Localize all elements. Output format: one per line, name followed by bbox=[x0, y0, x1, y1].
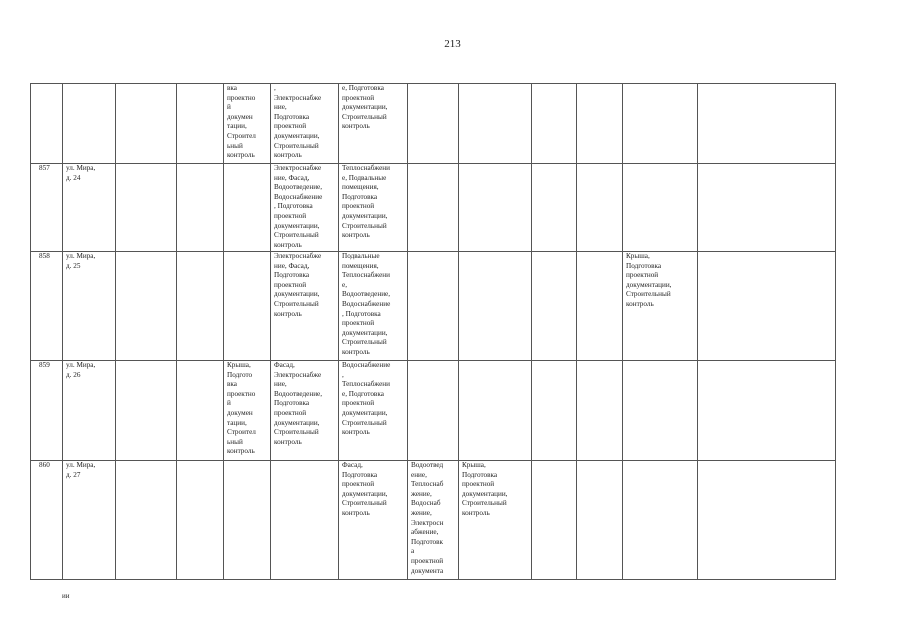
table-cell bbox=[116, 252, 177, 361]
row-number-cell: 860 bbox=[31, 461, 63, 580]
table-cell bbox=[577, 361, 623, 461]
table-cell bbox=[177, 164, 224, 252]
address-cell: ул. Мира, д. 26 bbox=[63, 361, 116, 461]
table-cell bbox=[532, 84, 577, 164]
table-cell bbox=[577, 164, 623, 252]
table-cell: Крыша, Подгото вка проектно й докумен тации, Строител ьный контроль bbox=[224, 361, 271, 461]
table-cell bbox=[459, 84, 532, 164]
table-cell bbox=[698, 164, 836, 252]
table-cell: Крыша, Подготовка проектной документации, Строительный контроль bbox=[623, 252, 698, 361]
table-cell: Фасад, Подготовка проектной документации, Строительный контроль bbox=[339, 461, 408, 580]
table-cell bbox=[408, 252, 459, 361]
table-cell bbox=[623, 361, 698, 461]
table-cell bbox=[459, 252, 532, 361]
table-cell bbox=[623, 461, 698, 580]
table-cell bbox=[532, 461, 577, 580]
table-cell bbox=[224, 252, 271, 361]
table-cell bbox=[224, 164, 271, 252]
page-number: 213 bbox=[444, 38, 461, 50]
table-row bbox=[31, 84, 836, 164]
table-cell: , Электроснабже ние, Подготовка проектной документации, Строительный контроль bbox=[271, 84, 339, 164]
table-cell bbox=[116, 84, 177, 164]
table-cell bbox=[224, 461, 271, 580]
table-cell: Электроснабже ние, Фасад, Водоотведение, Водоснабжение , Подготовка проектной документации, Строительный контроль bbox=[271, 164, 339, 252]
address-cell: ул. Мира, д. 25 bbox=[63, 252, 116, 361]
table-cell bbox=[271, 461, 339, 580]
table-cell bbox=[408, 84, 459, 164]
table-cell bbox=[116, 164, 177, 252]
table-cell: Подвальные помещения, Теплоснабжени е, Водоотведение, Водоснабжение , Подготовка проектной документации, Строительный контроль bbox=[339, 252, 408, 361]
table-row bbox=[31, 164, 836, 252]
table-cell bbox=[623, 84, 698, 164]
table-cell bbox=[408, 361, 459, 461]
table-cell bbox=[698, 252, 836, 361]
table-cell: Фасад, Электроснабже ние, Водоотведение, Подготовка проектной документации, Строительный контроль bbox=[271, 361, 339, 461]
table-cell: Водоснабжение , Теплоснабжени е, Подготовка проектной документации, Строительный контроль bbox=[339, 361, 408, 461]
table-cell bbox=[408, 164, 459, 252]
table-cell bbox=[577, 252, 623, 361]
table-cell bbox=[698, 361, 836, 461]
row-number-cell: 858 bbox=[31, 252, 63, 361]
table-cell: Теплоснабжени е, Подвальные помещения, Подготовка проектной документации, Строительный контроль bbox=[339, 164, 408, 252]
table-row bbox=[31, 361, 836, 461]
address-cell: ул. Мира, д. 24 bbox=[63, 164, 116, 252]
table-cell bbox=[698, 461, 836, 580]
row-number-cell: 857 bbox=[31, 164, 63, 252]
table-cell bbox=[459, 361, 532, 461]
table-cell bbox=[577, 84, 623, 164]
table-cell: Крыша, Подготовка проектной документации, Строительный контроль bbox=[459, 461, 532, 580]
table-cell bbox=[116, 461, 177, 580]
table-cell bbox=[698, 84, 836, 164]
table-cell bbox=[532, 164, 577, 252]
table-cell bbox=[116, 361, 177, 461]
footer-note: ии bbox=[62, 592, 70, 600]
address-cell: ул. Мира, д. 27 bbox=[63, 461, 116, 580]
table-cell bbox=[177, 84, 224, 164]
row-number-cell: 859 bbox=[31, 361, 63, 461]
address-cell bbox=[63, 84, 116, 164]
table-cell: Электроснабже ние, Фасад, Подготовка проектной документации, Строительный контроль bbox=[271, 252, 339, 361]
table-cell: вка проектно й докумен тации, Строител ьный контроль bbox=[224, 84, 271, 164]
table-cell bbox=[177, 461, 224, 580]
table-cell: Водоотвед ение, Теплоснаб жение, Водоснаб жение, Электросн абжение, Подготовк а проектной документа bbox=[408, 461, 459, 580]
table-cell bbox=[177, 252, 224, 361]
table-cell bbox=[623, 164, 698, 252]
table-row bbox=[31, 461, 836, 580]
table-row bbox=[31, 252, 836, 361]
housing-repair-table bbox=[30, 83, 836, 580]
row-number-cell bbox=[31, 84, 63, 164]
table-cell: е, Подготовка проектной документации, Строительный контроль bbox=[339, 84, 408, 164]
table-cell bbox=[177, 361, 224, 461]
table-cell bbox=[532, 252, 577, 361]
table-cell bbox=[459, 164, 532, 252]
table-cell bbox=[577, 461, 623, 580]
table-cell bbox=[532, 361, 577, 461]
